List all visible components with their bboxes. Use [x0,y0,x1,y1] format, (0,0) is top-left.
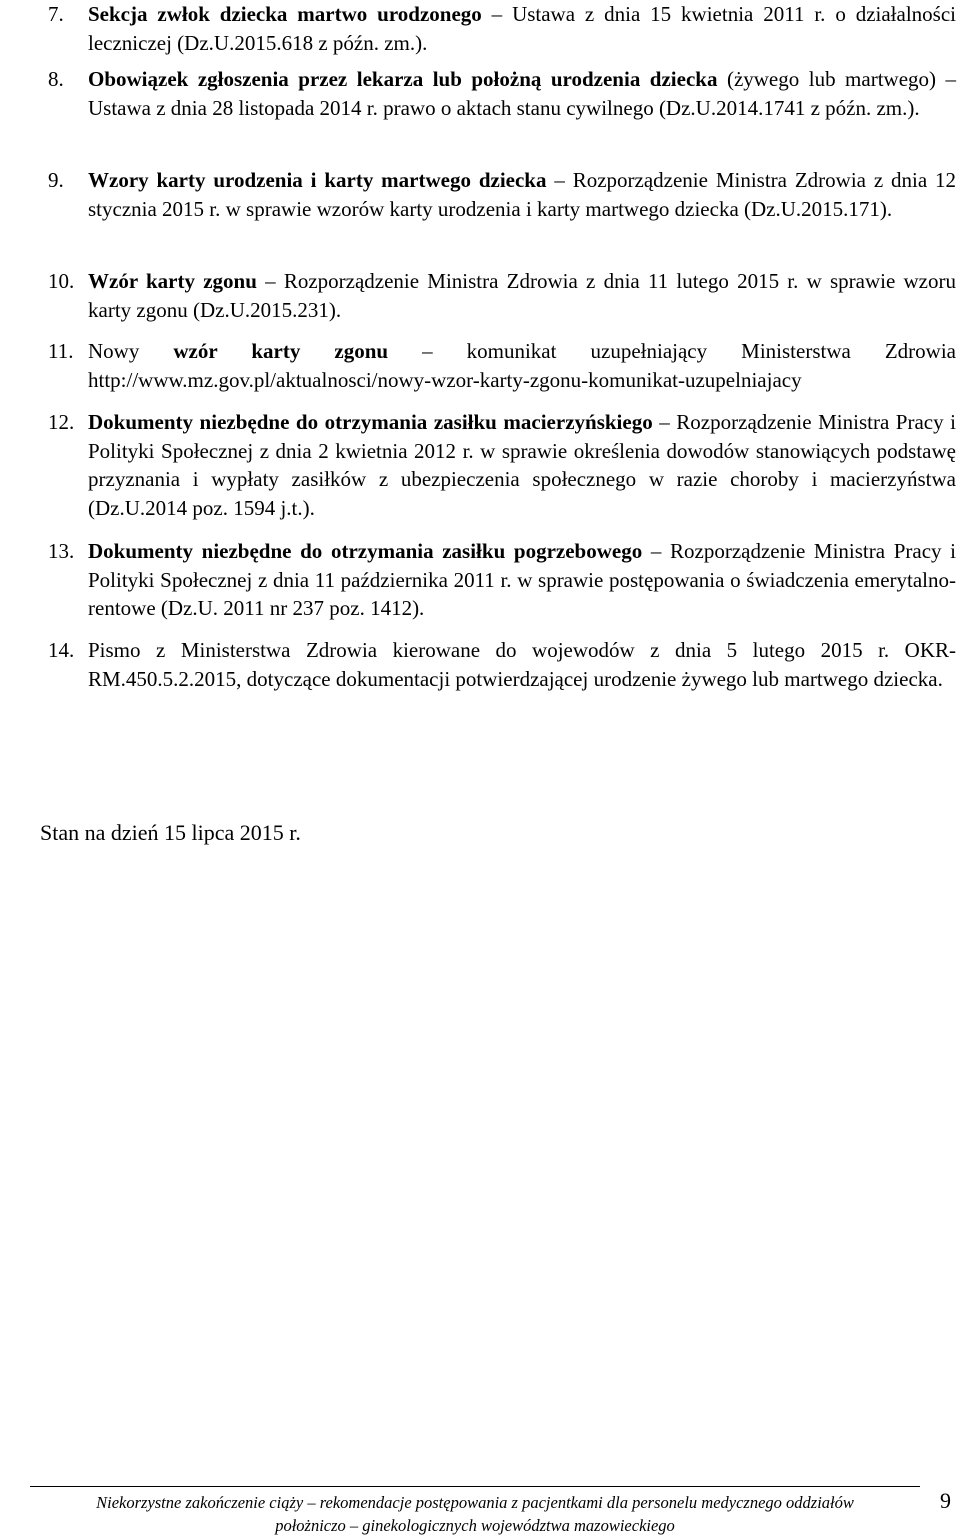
item-title: Dokumenty niezbędne do otrzymania zasiłku pogrzebowego [88,539,643,563]
item-description: Pismo z Ministerstwa Zdrowia kierowane do wojewodów z dnia 5 lutego 2015 r. OKR-RM.450.5.2.2015, dotyczące dokumentacji potwierdzającej urodzenie żywego lub martwego dziecka. [88,638,956,691]
item-number: 14. [48,638,75,662]
item-number: 13. [48,539,75,563]
item-number: 11. [48,339,74,363]
item-number: 8. [48,67,64,91]
item-dash [717,67,726,91]
item-description: Rozporządzenie Ministra Pracy i Polityki Społecznej z dnia 2 kwietnia 2012 r. w sprawie określenia dowodów stanowiących podstawę przyznania i wypłaty zasiłków z ubezpieczenia społecznego w razie choroby i macierzyństwa (Dz.U.2014 poz. 1594 j.t.). [88,410,956,520]
item-prefix: Nowy [88,339,174,363]
item-dash: – [388,339,467,363]
page-number: 9 [940,1488,951,1513]
item-description: Ustawa z dnia 15 kwietnia 2011 r. o działalności leczniczej (Dz.U.2015.618 z późn. zm.). [88,2,956,55]
item-number: 10. [48,269,75,293]
item-text [88,0,956,57]
item-text [88,166,956,223]
item-description: Rozporządzenie Ministra Zdrowia z dnia 11 lutego 2015 r. w sprawie wzoru karty zgonu (Dz.U.2015.231). [88,269,956,322]
footer-line-1: Niekorzystne zakończenie ciąży – rekomendacje postępowania z pacjentkami dla personelu medycznego oddziałów [96,1493,854,1512]
item-link[interactable]: http://www.mz.gov.pl/aktualnosci/nowy-wzor-karty-zgonu-komunikat-uzupelniajacy [88,367,802,392]
item-dash: – [481,2,513,26]
status-date: Stan na dzień 15 lipca 2015 r. [40,820,301,845]
item-text [88,65,956,122]
footer-line-2: położniczo – ginekologicznych województwa mazowieckiego [275,1516,675,1535]
item-dash: – [642,539,671,563]
item-dash: – [256,269,284,293]
item-title: Wzory karty urodzenia i karty martwego dziecka [88,168,547,192]
footer-divider [30,1486,920,1487]
item-title: Wzór karty zgonu [88,269,257,293]
item-text [88,537,956,623]
item-text [88,408,956,522]
item-number: 7. [48,2,64,26]
item-number: 12. [48,410,75,434]
item-dash: – [546,168,573,192]
item-title: Dokumenty niezbędne do otrzymania zasiłku macierzyńskiego [88,410,653,434]
item-dash: – [652,410,677,434]
item-text [88,337,956,394]
item-description: Rozporządzenie Ministra Pracy i Polityki Społecznej z dnia 11 października 2011 r. w sprawie postępowania o świadczenia emerytalno-rentowe (Dz.U. 2011 nr 237 poz. 1412). [88,539,957,621]
item-description: (żywego lub martwego) – Ustawa z dnia 28 listopada 2014 r. prawo o aktach stanu cywilnego (Dz.U.2014.1741 z późn. zm.). [88,67,956,120]
item-text [88,267,956,324]
item-description: komunikat uzupełniający Ministerstwa Zdrowia [466,339,956,363]
item-title: Sekcja zwłok dziecka martwo urodzonego [88,2,482,26]
item-title: Obowiązek zgłoszenia przez lekarza lub położną urodzenia dziecka [88,67,718,91]
item-description: Rozporządzenie Ministra Zdrowia z dnia 12 stycznia 2015 r. w sprawie wzorów karty urodzenia i karty martwego dziecka (Dz.U.2015.171). [88,168,957,221]
item-text [88,636,956,693]
item-title: wzór karty zgonu [173,339,389,363]
page-footer [30,1491,920,1537]
item-number: 9. [48,168,64,192]
